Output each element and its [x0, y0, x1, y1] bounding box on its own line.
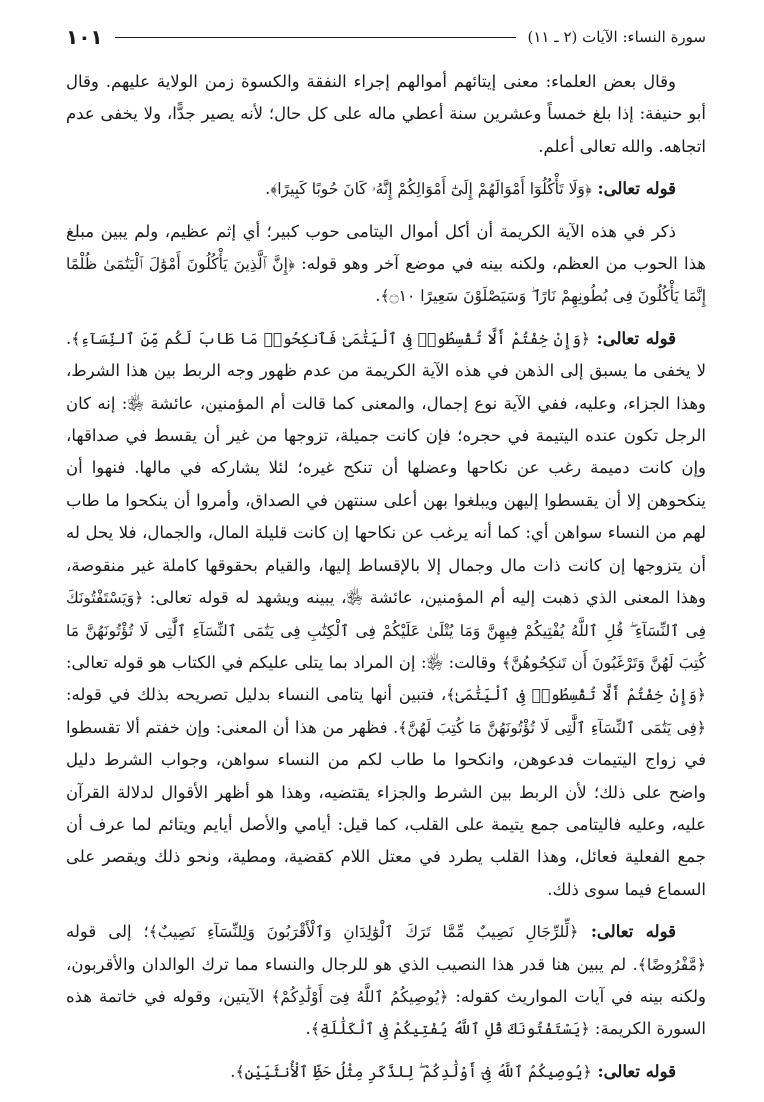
paragraph-text: . فظهر من هذا أن المعنى: وإن خفتم ألا تقسطوا في زواج اليتيمات فدعوهن، وانكحوا ما طاب لكم من النساء سواهن، وجواب الشرط دليل واضح على ذلك؛ لأن الربط بين الشرط والجزاء يقتضيه، وهذا هو أظهر الأقوال لدلالة القرآن عليه، وعليه فاليتامى جمع يتيمة على القلب، كما قيل: أيامي والأصل أيايم ويتائم لما عرف أن جمع الفعلية فعائل، وهذا القلب يطرد في معتل اللام كقضية، ومطية، ونحو ذلك ويقصر على السماع فيما سوى ذلك.: [66, 717, 706, 899]
quran-verse: ﴿فِى يَتَٰمَى ٱلنِّسَآءِ ٱلَّٰتِى لَا تُؤْتُونَهُنَّ مَا كُتِبَ لَهُنَّ﴾: [398, 718, 706, 737]
quran-verse: ﴿يُوصِيكُمُ ٱللَّهُ فِىٓ أَوْلَٰدِكُمْ ۖ لِلذَّكَرِ مِثْلُ حَظِّ ٱلْأُنثَيَيْنِ﴾: [235, 1062, 592, 1081]
quran-verse: ﴿وَإِنْ خِفْتُمْ أَلَّا تُقْسِطُوا۟ فِى ٱلْيَتَٰمَىٰ﴾: [446, 686, 706, 705]
quran-verse: ﴿إِنَّ ٱلَّذِينَ يَأْكُلُونَ أَمْوَٰلَ ٱلْيَتَٰمَىٰ ظُلْمًا إِنَّمَا يَأْكُلُونَ فِى بُطُونِهِمْ نَارًا ۖ وَسَيَصْلَوْنَ سَعِيرًا ۝١٠﴾: [66, 255, 706, 306]
paragraph-text: ؛ إلى قوله: [66, 922, 149, 942]
quran-verse: ﴿يُوصِيكُمُ ٱللَّهُ فِىٓ أَوْلَٰدِكُمْ﴾: [271, 987, 449, 1006]
paragraph-text: ، فتبين أنها يتامى النساء بدليل تصريحه بذلك في قوله:: [66, 685, 447, 705]
verse-lead-label: قوله تعالى:: [591, 179, 676, 199]
quran-verse: ﴿وَلَا تَأْكُلُوٓا أَمْوَالَهُمْ إِلَىٰٓ أَمْوَالِكُمْ إِنَّهُۥ كَانَ حُوبًا كَبِيرًا﴾: [270, 180, 592, 199]
paragraph-text: وقال بعض العلماء: معنى إيتائهم أموالهم إجراء النفقة والكسوة زمن الولاية عليهم. وقال أبو حنيفة: إذا بلغ خمساً وعشرين سنة أعطي ماله على كل حال؛ لأنه يصير جدًّا، ولا يخفى عدم اتجاهه. والله تعالى أعلم.: [66, 72, 706, 156]
page-header: [66, 22, 706, 52]
paragraph-text: .: [375, 286, 381, 306]
paragraph-p2: [66, 173, 706, 205]
paragraph-text: .: [230, 1061, 236, 1081]
paragraph-text: وقالت: ﵂: إن المراد بما يتلى عليكم في الكتاب هو قوله تعالى:: [66, 652, 502, 672]
paragraph-p4: [66, 323, 706, 906]
quran-verse: ﴿يَسْتَفْتُونَكَ قُلِ ٱللَّهُ يُفْتِيكُمْ فِى ٱلْكَلَٰلَةِ﴾: [310, 1020, 590, 1039]
paragraph-p6: [66, 1056, 706, 1088]
page-number: ١٠١: [66, 25, 103, 49]
paragraph-p5: [66, 916, 706, 1046]
header-rule: [115, 37, 516, 38]
page-body: [66, 66, 706, 1088]
quran-verse: ﴿وَإِنْ خِفْتُمْ أَلَّا تُقْسِطُوا۟ فِى ٱلْيَتَٰمَىٰ فَٱنكِحُوا۟ مَا طَابَ لَكُم مِّنَ ٱلنِّسَآءِ﴾: [71, 329, 591, 348]
paragraph-p1: [66, 66, 706, 163]
verse-lead-label: قوله تعالى:: [578, 922, 676, 942]
paragraph-text: . لم يبين هنا قدر هذا النصيب الذي هو للرجال والنساء مما ترك الوالدان والأقربون، ولكنه بينه في آيات المواريث كقوله:: [66, 954, 707, 1006]
quran-verse: ﴿وَيَسْتَفْتُونَكَ فِى ٱلنِّسَآءِ ۖ قُلِ ٱللَّهُ يُفْتِيكُمْ فِيهِنَّ وَمَا يُتْلَىٰ عَلَيْكُمْ فِى ٱلْكِتَٰبِ فِى يَتَٰمَى ٱلنِّسَآءِ ٱلَّٰتِى لَا تُؤْتُونَهُنَّ مَا كُتِبَ لَهُنَّ وَتَرْغَبُونَ أَن تَنكِحُوهُنَّ﴾: [66, 589, 706, 672]
quran-verse: ﴿مَّفْرُوضًا﴾: [637, 955, 706, 974]
paragraph-text: الآيتين، وقوله في خاتمة هذه السورة الكريمة:: [66, 986, 706, 1039]
verse-lead-label: قوله تعالى:: [591, 1061, 676, 1081]
paragraph-text: .: [265, 179, 271, 199]
paragraph-text: ذكر في هذه الآية الكريمة أن أكل أموال اليتامى حوب كبير؛ أي إثم عظيم، ولم يبين مبلغ هذا الحوب من العظم، ولكنه بينه في موضع آخر وهو قوله:: [66, 221, 706, 274]
verse-lead-label: قوله تعالى:: [590, 328, 676, 348]
running-title: سورة النساء: الآيات (٢ ـ ١١): [527, 28, 706, 46]
paragraph-text: . لا يخفى ما يسبق إلى الذهن في هذه الآية الكريمة من عدم ظهور وجه الربط بين هذا الشرط، وهذا الجزاء، وعليه، ففي الآية نوع إجمال، والمعنى كما قالت أم المؤمنين، عائشة ﵂: إنه كان الرجل تكون عنده اليتيمة في حجره؛ فإن كانت جميلة، تزوجها من غير أن يقسط في صداقها، وإن كانت دميمة رغب عن نكاحها وعضلها أن تنكح غيره؛ لئلا يشاركه في مالها. فنهوا أن ينكحوهن إلا أن يقسطوا إليهن ويبلغوا بهن أعلى سنتهن في الصداق، وأمروا أن ينكحوا ما طاب لهم من النساء سواهن أي: كما أنه يرغب عن نكاحها إن كانت قليلة المال، والجمال، فلا يحل له أن يتزوجها إن كانت ذات مال وجمال إلا بالإقساط إليها، والقيام بحقوقها كاملة غير منقوصة، وهذا المعنى الذي ذهبت إليه أم المؤمنين، عائشة ﵂، يبينه ويشهد له قوله تعالى:: [66, 328, 706, 608]
paragraph-p3: [66, 216, 706, 313]
quran-verse: ﴿لِّلرِّجَالِ نَصِيبٌ مِّمَّا تَرَكَ ٱلْوَٰلِدَانِ وَٱلْأَقْرَبُونَ وَلِلنِّسَآءِ نَصِيبٌ﴾: [148, 923, 579, 942]
paragraph-text: .: [305, 1019, 311, 1039]
